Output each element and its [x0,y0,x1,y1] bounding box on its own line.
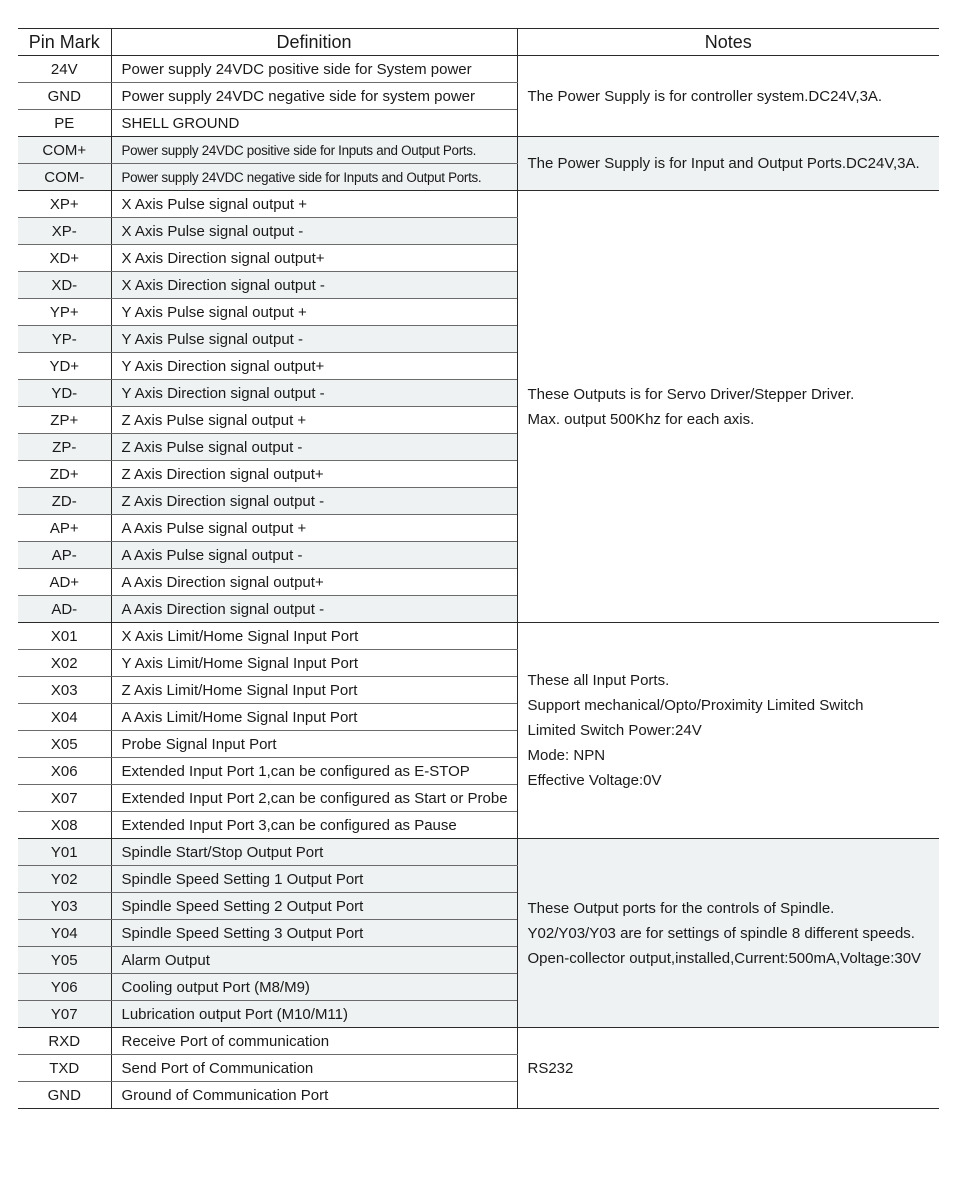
notes-cell [517,137,939,191]
pin-mark-cell: X04 [18,704,111,731]
pin-mark-cell: Y05 [18,947,111,974]
pin-mark-cell: YP+ [18,299,111,326]
definition-cell: Z Axis Pulse signal output + [111,407,517,434]
pin-mark-cell: XD- [18,272,111,299]
pin-mark-cell: RXD [18,1028,111,1055]
table-row [18,56,939,83]
notes-cell [517,839,939,1028]
note-line: Max. output 500Khz for each axis. [527,410,755,428]
note-line: The Power Supply is for controller system.DC24V,3A. [527,87,883,105]
header-row [18,29,939,56]
pin-mark-cell: GND [18,83,111,110]
note-line: RS232 [527,1059,574,1077]
pin-mark-cell: AP- [18,542,111,569]
note-line: These all Input Ports. [527,672,670,689]
note-line: Mode: NPN [527,747,606,764]
note-line: Open-collector output,installed,Current:500mA,Voltage:30V [527,949,922,967]
pin-mark-cell: XP- [18,218,111,245]
definition-cell: Spindle Speed Setting 2 Output Port [111,893,517,920]
definition-cell: X Axis Pulse signal output - [111,218,517,245]
definition-cell: A Axis Pulse signal output - [111,542,517,569]
pin-mark-cell: Y03 [18,893,111,920]
definition-cell: Y Axis Direction signal output - [111,380,517,407]
definition-cell: X Axis Direction signal output - [111,272,517,299]
definition-cell: X Axis Pulse signal output + [111,191,517,218]
pin-definition-table [18,28,939,1109]
definition-cell: Extended Input Port 2,can be configured as Start or Probe [111,785,517,812]
definition-cell: Power supply 24VDC negative side for Inputs and Output Ports. [111,164,517,191]
definition-cell: Spindle Start/Stop Output Port [111,839,517,866]
definition-cell: Power supply 24VDC positive side for Inputs and Output Ports. [111,137,517,164]
pin-mark-cell: YP- [18,326,111,353]
definition-cell: Alarm Output [111,947,517,974]
pin-mark-cell: ZP+ [18,407,111,434]
pin-mark-cell: Y02 [18,866,111,893]
pin-mark-cell: Y07 [18,1001,111,1028]
pin-mark-cell: X01 [18,623,111,650]
definition-cell: Spindle Speed Setting 1 Output Port [111,866,517,893]
header-pin-mark: Pin Mark [18,29,111,56]
definition-cell: Z Axis Limit/Home Signal Input Port [111,677,517,704]
definition-cell: X Axis Limit/Home Signal Input Port [111,623,517,650]
note-line: The Power Supply is for Input and Output Ports.DC24V,3A. [527,155,920,172]
definition-cell: SHELL GROUND [111,110,517,137]
definition-cell: Z Axis Pulse signal output - [111,434,517,461]
pin-mark-cell: YD+ [18,353,111,380]
notes-cell [517,1028,939,1109]
notes-cell [517,56,939,137]
definition-cell: Z Axis Direction signal output - [111,488,517,515]
pin-mark-cell: XD+ [18,245,111,272]
pin-mark-cell: ZD- [18,488,111,515]
pin-mark-cell: Y06 [18,974,111,1001]
note-line: These Output ports for the controls of Spindle. [527,899,835,917]
definition-cell: Power supply 24VDC positive side for System power [111,56,517,83]
pin-mark-cell: AP+ [18,515,111,542]
pin-mark-cell: PE [18,110,111,137]
table-row [18,1028,939,1055]
notes-cell [517,623,939,839]
pin-mark-cell: Y01 [18,839,111,866]
definition-cell: Extended Input Port 1,can be configured as E-STOP [111,758,517,785]
definition-cell: Send Port of Communication [111,1055,517,1082]
pin-mark-cell: AD- [18,596,111,623]
header-definition: Definition [111,29,517,56]
pin-mark-cell: YD- [18,380,111,407]
pin-mark-cell: ZD+ [18,461,111,488]
table-header [18,29,939,56]
table-row [18,191,939,218]
definition-cell: Ground of Communication Port [111,1082,517,1109]
definition-cell: Spindle Speed Setting 3 Output Port [111,920,517,947]
table-body [18,56,939,1109]
pin-mark-cell: 24V [18,56,111,83]
definition-cell: A Axis Pulse signal output + [111,515,517,542]
pin-mark-cell: COM+ [18,137,111,164]
pin-mark-cell: Y04 [18,920,111,947]
pin-mark-cell: X06 [18,758,111,785]
pin-mark-cell: COM- [18,164,111,191]
definition-cell: Cooling output Port (M8/M9) [111,974,517,1001]
table-row [18,839,939,866]
definition-cell: Y Axis Limit/Home Signal Input Port [111,650,517,677]
pin-mark-cell: X02 [18,650,111,677]
definition-cell: Power supply 24VDC negative side for system power [111,83,517,110]
note-line: These Outputs is for Servo Driver/Stepper Driver. [527,385,855,403]
definition-cell: A Axis Direction signal output - [111,596,517,623]
pin-mark-cell: X05 [18,731,111,758]
pin-mark-cell: XP+ [18,191,111,218]
definition-cell: Extended Input Port 3,can be configured as Pause [111,812,517,839]
definition-cell: A Axis Direction signal output+ [111,569,517,596]
pin-mark-cell: X08 [18,812,111,839]
definition-cell: Y Axis Pulse signal output + [111,299,517,326]
header-notes: Notes [517,29,939,56]
definition-cell: Y Axis Pulse signal output - [111,326,517,353]
definition-cell: Receive Port of communication [111,1028,517,1055]
definition-cell: Lubrication output Port (M10/M11) [111,1001,517,1028]
pin-mark-cell: ZP- [18,434,111,461]
pin-mark-cell: TXD [18,1055,111,1082]
definition-cell: Probe Signal Input Port [111,731,517,758]
pin-mark-cell: X03 [18,677,111,704]
note-line: Effective Voltage:0V [527,772,662,789]
definition-cell: Z Axis Direction signal output+ [111,461,517,488]
pin-mark-cell: GND [18,1082,111,1109]
note-line: Y02/Y03/Y03 are for settings of spindle 8 different speeds. [527,924,915,942]
definition-cell: Y Axis Direction signal output+ [111,353,517,380]
definition-cell: X Axis Direction signal output+ [111,245,517,272]
pin-mark-cell: X07 [18,785,111,812]
pin-mark-cell: AD+ [18,569,111,596]
note-line: Limited Switch Power:24V [527,722,702,739]
note-line: Support mechanical/Opto/Proximity Limited Switch [527,697,864,714]
table-row [18,623,939,650]
table-row [18,137,939,164]
notes-cell [517,191,939,623]
definition-cell: A Axis Limit/Home Signal Input Port [111,704,517,731]
